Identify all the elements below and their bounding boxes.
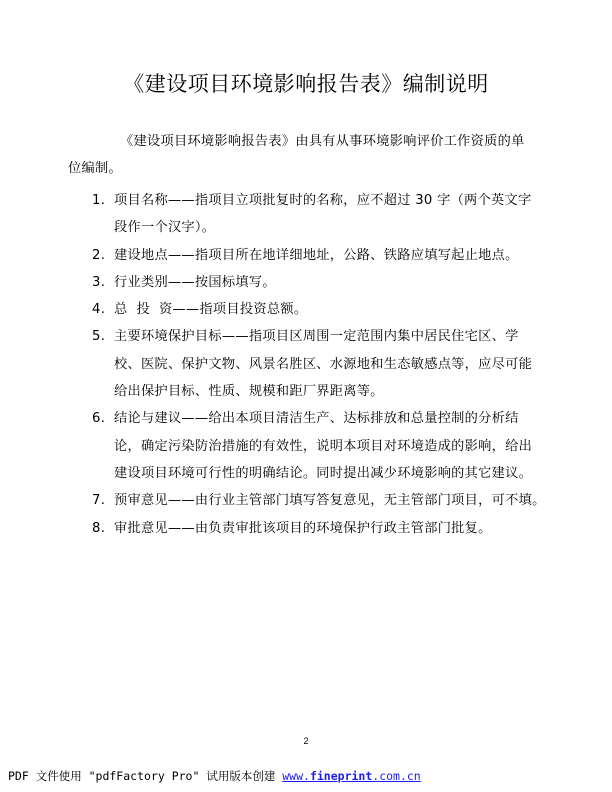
list-item-number: 4. (92, 302, 106, 318)
list-item-text: 校、医院、保护文物、风景名胜区、水源地和生态敏感点等，应尽可能 (114, 356, 533, 372)
list-item-text: 建设地点——指项目所在地详细地址，公路、铁路应填写起止地点。 (114, 247, 519, 263)
list-item-text: 给出保护目标、性质、规模和距厂界距离等。 (114, 384, 384, 400)
list-item-3 (92, 269, 524, 296)
intro-paragraph (68, 128, 525, 182)
instruction-list (92, 187, 546, 542)
list-item-number: 6. (92, 411, 106, 427)
intro-line-2: 位编制。 (68, 161, 122, 176)
list-item-text: 预审意见——由行业主管部门填写答复意见，无主管部门项目，可不填。 (114, 493, 546, 509)
list-item-8 (92, 515, 524, 542)
list-item-number: 2. (92, 247, 106, 263)
pdf-watermark-footer (8, 768, 421, 784)
list-item-text: 结论与建议——给出本项目清洁生产、达标排放和总量控制的分析结 (114, 411, 519, 427)
list-item-number: 7. (92, 493, 106, 509)
list-item-1 (92, 187, 532, 242)
list-item-text: 总 投 资——指项目投资总额。 (114, 302, 308, 318)
list-item-text: 建设项目环境可行性的明确结论。同时提出减少环境影响的其它建议。 (114, 465, 533, 481)
intro-line-1: 《建设项目环境影响报告表》由具有从事环境影响评价工作资质的单 (120, 134, 525, 149)
fineprint-link[interactable] (282, 769, 420, 783)
list-item-text: 行业类别——按国标填写。 (114, 274, 276, 290)
list-item-text: 主要环境保护目标——指项目区周围一定范围内集中居民住宅区、学 (114, 329, 519, 345)
page-title: 《建设项目环境影响报告表》编制说明 (123, 72, 489, 96)
link-part-bold: fineprint (309, 769, 373, 783)
list-item-6 (92, 405, 533, 487)
list-item-number: 3. (92, 274, 106, 290)
list-item-text: 论，确定污染防治措施的有效性，说明本项目对环境造成的影响，给出 (114, 438, 533, 454)
link-part: www. (282, 769, 310, 783)
list-item-5 (92, 323, 533, 405)
list-item-4 (92, 296, 524, 323)
page-number: 2 (303, 736, 309, 746)
list-item-2 (92, 242, 524, 269)
link-part: .com.cn (372, 769, 421, 783)
list-item-7 (92, 487, 546, 514)
list-item-text: 项目名称——指项目立项批复时的名称，应不超过 30 字（两个英文字 (114, 193, 532, 208)
list-item-text: 段作一个汉字）。 (114, 220, 216, 236)
list-item-number: 8. (92, 520, 106, 536)
footer-text: PDF 文件使用 "pdfFactory Pro" 试用版本创建 (8, 769, 283, 783)
list-item-number: 1. (92, 193, 106, 208)
list-item-text: 审批意见——由负责审批该项目的环境保护行政主管部门批复。 (114, 520, 492, 536)
list-item-number: 5. (92, 329, 106, 345)
